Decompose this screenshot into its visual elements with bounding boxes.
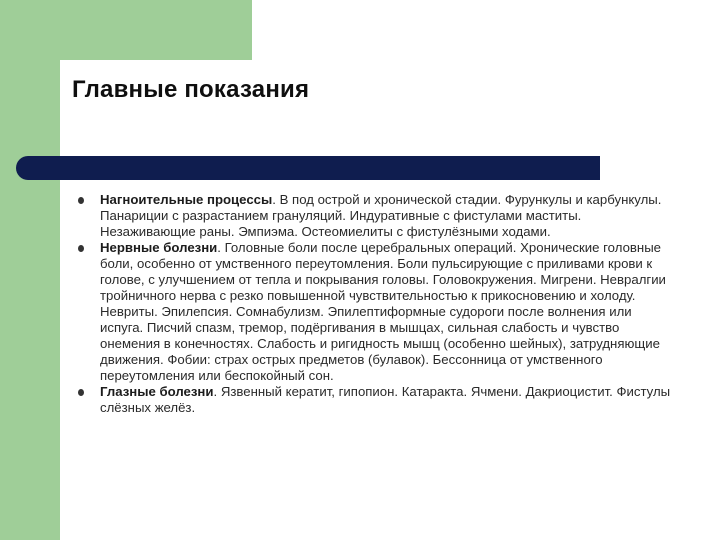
left-accent-strip [0,0,60,540]
bullet-text: . Головные боли после церебральных операций. Хронические головные боли, особенно от умственного переутомления. Боли пульсирующие с приливами крови к голове, с улучшением от тепла и покрывания головы. Головокружения. Мигрени. Невралгии тройничного нерва с резко повышенной чувствительностью к прикосновению и холоду. Невриты. Эпилепсия. Сомнабулизм. Эпилептиформные судороги после волнения или испуга. Писчий спазм, тремор, подёргивания в мышцах, сильная слабость и чувство онемения в конечностях. Слабость и ригидность мышц (особенно шейных), затрудняющие движения. Фобии: страх острых предметов (булавок). Бессонница от умственного переутомления или беспокойный сон. [100,240,666,383]
bullet-lead: Глазные болезни [100,384,214,399]
bullet-dot-icon [78,245,84,252]
top-accent-block [0,0,252,60]
bullet-item-eye [72,384,672,416]
bullet-text: . В под острой и хронической стадии. Фурункулы и карбункулы. Панариции с разрастанием грануляций. Индуративные с фистулами маститы. Незаживающие раны. Эмпиэма. Остеомиелиты с фистулёзными ходами. [100,192,662,239]
slide-title: Главные показания [72,76,310,103]
bullet-item-nervous [72,240,672,384]
bullet-item-purulent [72,192,672,240]
bullet-dot-icon [78,389,84,396]
bullet-lead: Нервные болезни [100,240,218,255]
title-underline-bar [16,156,600,180]
bullet-list [72,192,672,416]
bullet-text: . Язвенный кератит, гипопион. Катаракта. Ячмени. Дакриоцистит. Фистулы слёзных желёз. [100,384,671,415]
bullet-lead: Нагноительные процессы [100,192,273,207]
bullet-dot-icon [78,197,84,204]
